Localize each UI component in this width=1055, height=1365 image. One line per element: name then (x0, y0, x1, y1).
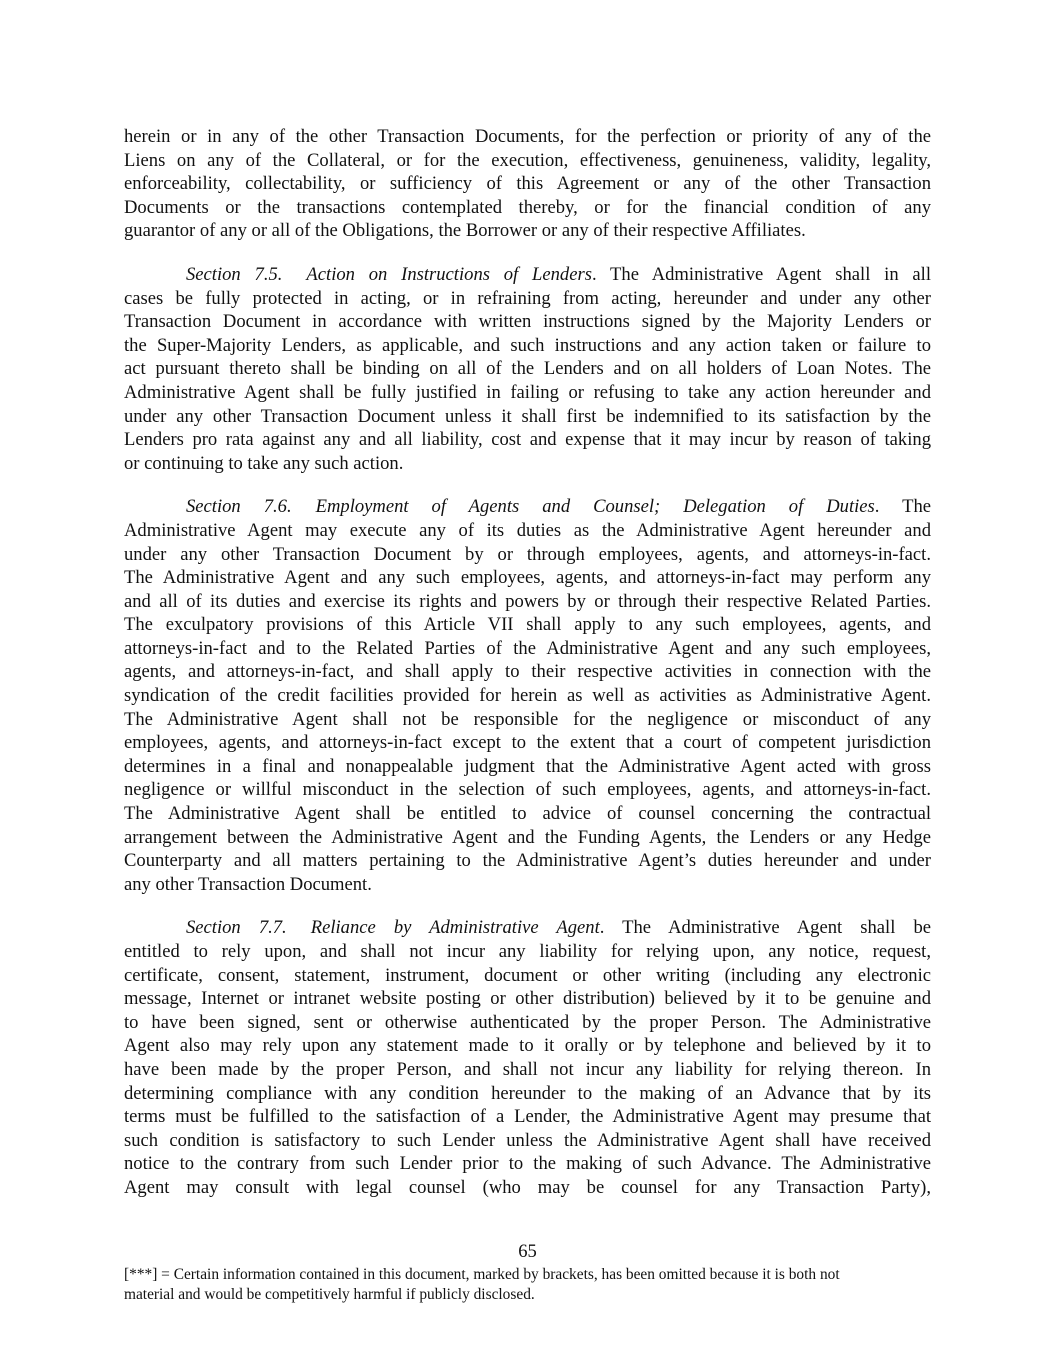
text-line: such condition is satisfactory to such Lender unless the Administrative Agent shall have received (124, 1129, 931, 1151)
text-line: certificate, consent, statement, instrument, document or other writing (including any electronic (124, 964, 931, 986)
text-line: to have been signed, sent or otherwise authenticated by the proper Person. The Administrative (124, 1011, 931, 1033)
text-line: agents, and attorneys-in-fact, and shall apply to their respective activities in connection with the (124, 661, 931, 683)
text-line: any other Transaction Document. (124, 873, 372, 895)
section-number: Section 7.7. (186, 917, 287, 939)
text-line: Agent may consult with legal counsel (who may be counsel for any Transaction Party), (124, 1176, 931, 1198)
text-line: or continuing to take any such action. (124, 452, 404, 474)
section-title: Action on Instructions of Lenders (306, 263, 592, 285)
confidentiality-footnote (124, 1265, 934, 1304)
text-line: under any other Transaction Document unless it shall first be indemnified to its satisfaction by the (124, 405, 931, 427)
text-line: Lenders pro rata against any and all liability, cost and expense that it may incur by reason of taking (124, 429, 931, 451)
document-page (124, 125, 931, 1220)
section-7-6 (124, 495, 931, 896)
text-line: negligence or willful misconduct in the selection of such employees, agents, and attorneys-in-fact. (124, 779, 931, 801)
text-line: enforceability, collectability, or sufficiency of this Agreement or any of the other Transaction (124, 173, 931, 195)
text-line: The Administrative Agent shall not be responsible for the negligence or misconduct of any (124, 708, 931, 730)
section-number: Section 7.6. (186, 496, 292, 518)
text-line: cases be fully protected in acting, or in refraining from acting, hereunder and under any other (124, 287, 931, 309)
text-line: attorneys-in-fact and to the Related Parties of the Administrative Agent and any such employees, (124, 637, 931, 659)
section-text: . The Administrative Agent shall in all (591, 263, 931, 285)
text-line: notice to the contrary from such Lender prior to the making of such Advance. The Administrative (124, 1153, 931, 1175)
text-line: Administrative Agent may execute any of its duties as the Administrative Agent hereunder and (124, 519, 931, 541)
text-line: The Administrative Agent shall be entitled to advice of counsel concerning the contractual (124, 803, 931, 825)
text-line: Counterparty and all matters pertaining to the Administrative Agent’s duties hereunder and under (124, 850, 931, 872)
section-number: Section 7.5. (186, 263, 283, 285)
section-text: . The Administrative Agent shall be (599, 917, 931, 939)
text-line: Agent also may rely upon any statement made to it orally or by telephone and believed by it to (124, 1035, 931, 1057)
text-line: terms must be fulfilled to the satisfaction of a Lender, the Administrative Agent may presume that (124, 1106, 931, 1128)
page-number: 65 (518, 1241, 537, 1262)
text-line: entitled to rely upon, and shall not incur any liability for relying upon, any notice, request, (124, 941, 931, 962)
section-heading-line (124, 916, 931, 940)
section-7-7 (124, 916, 931, 1199)
text-line: under any other Transaction Document by or through employees, agents, and attorneys-in-fact. (124, 543, 931, 565)
section-title: Employment of Agents and Counsel; Delegation of Duties (315, 496, 875, 518)
text-line: Transaction Document in accordance with written instructions signed by the Majority Lenders or (124, 311, 931, 333)
text-line: determines in a final and nonappealable judgment that the Administrative Agent acted with gross (124, 755, 931, 777)
text-line: message, Internet or intranet website posting or other distribution) believed by it to be genuine and (124, 988, 931, 1010)
footnote-line: [***] = Certain information contained in this document, marked by brackets, has been omitted because it is both not (124, 1266, 840, 1283)
text-line: have been made by the proper Person, and shall not incur any liability for relying thereon. In (124, 1058, 931, 1080)
text-line: determining compliance with any condition hereunder to the making of an Advance that by its (124, 1082, 931, 1104)
footnote-line: material and would be competitively harmful if publicly disclosed. (124, 1285, 535, 1303)
section-heading-line (124, 263, 931, 287)
text-line: Administrative Agent shall be fully justified in failing or refusing to take any action hereunder and (124, 381, 931, 403)
text-line: herein or in any of the other Transaction Documents, for the perfection or priority of any of the (124, 126, 931, 147)
text-line: employees, agents, and attorneys-in-fact except to the extent that a court of competent jurisdiction (124, 732, 931, 754)
text-line: Documents or the transactions contemplated thereby, or for the financial condition of any (124, 196, 931, 218)
text-line: syndication of the credit facilities provided for herein as well as activities as Administrative Agent. (124, 685, 931, 707)
section-title: Reliance by Administrative Agent (310, 917, 600, 939)
text-line: act pursuant thereto shall be binding on all of the Lenders and on all holders of Loan Notes. The (124, 358, 931, 380)
section-heading-line (124, 495, 931, 519)
text-line: guarantor of any or all of the Obligations, the Borrower or any of their respective Affiliates. (124, 220, 806, 242)
text-line: arrangement between the Administrative Agent and the Funding Agents, the Lenders or any Hedge (124, 826, 931, 848)
text-line: The exculpatory provisions of this Article VII shall apply to any such employees, agents, and (124, 614, 931, 636)
text-line: the Super-Majority Lenders, as applicable, and such instructions and any action taken or failure to (124, 334, 931, 356)
section-text: . The (874, 496, 931, 518)
text-line: Liens on any of the Collateral, or for the execution, effectiveness, genuineness, validity, legality, (124, 149, 931, 171)
intro-paragraph (124, 125, 931, 243)
text-line: The Administrative Agent and any such employees, agents, and attorneys-in-fact may perform any (124, 567, 931, 589)
text-line: and all of its duties and exercise its rights and powers by or through their respective Related Parties. (124, 590, 931, 612)
section-7-5 (124, 263, 931, 475)
